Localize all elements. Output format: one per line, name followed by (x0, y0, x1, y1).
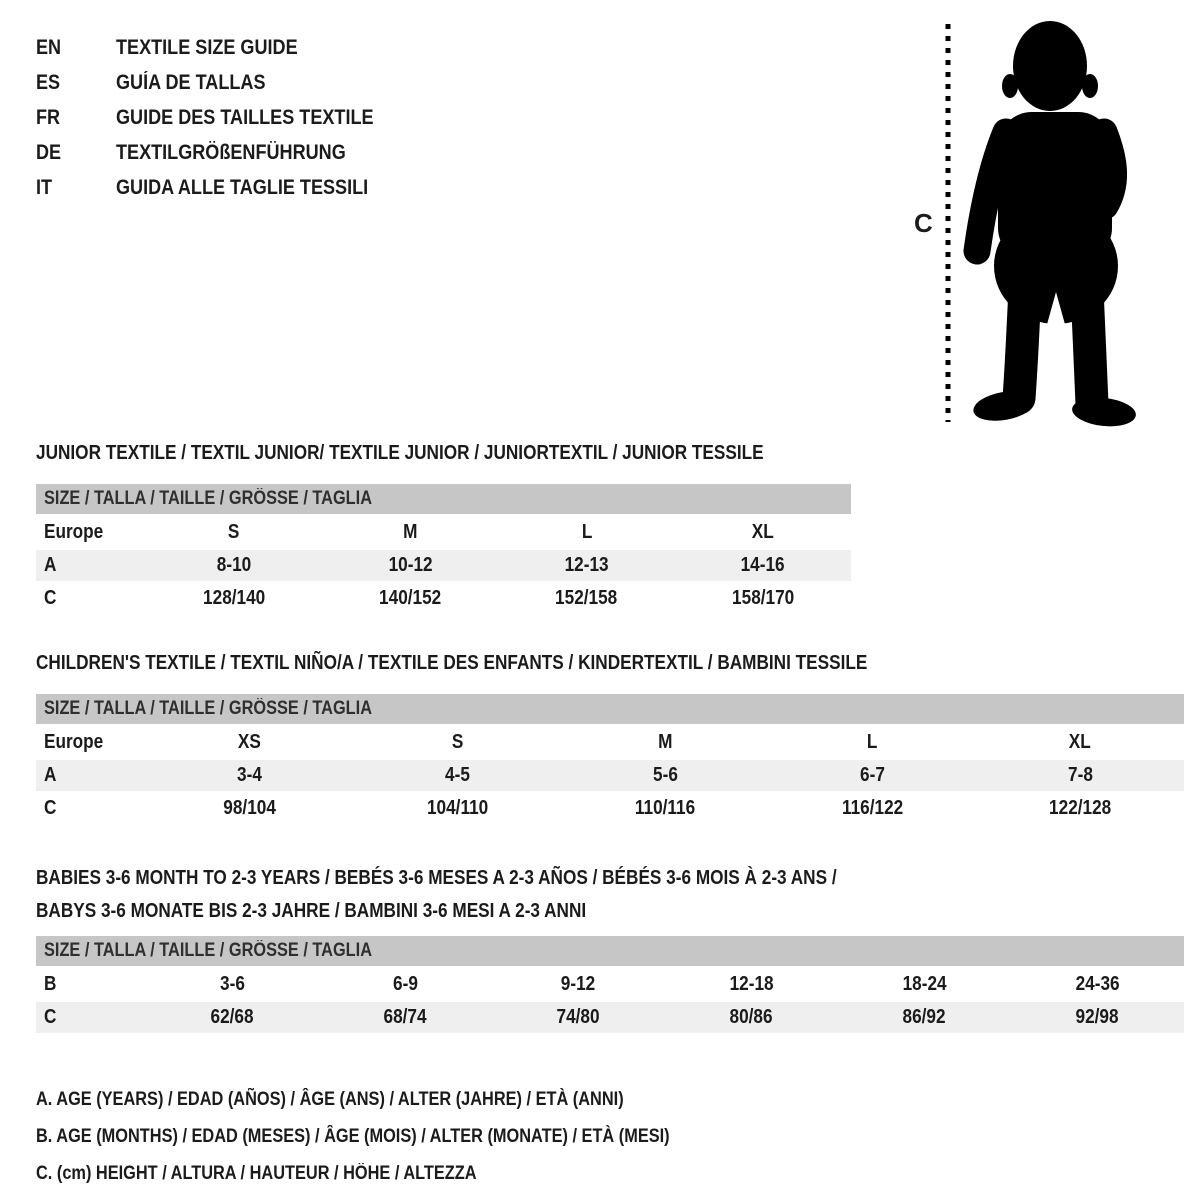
size-cell: 122/128 (1049, 797, 1112, 819)
children-size-table (36, 727, 1184, 824)
section-title-block (36, 862, 1184, 928)
size-header-bar (36, 694, 1184, 724)
babies-size-table (36, 969, 1184, 1035)
language-row-it (36, 170, 596, 205)
toddler-silhouette-icon (898, 8, 1160, 428)
size-cell: 8-10 (146, 549, 322, 582)
size-cell: 3-4 (146, 759, 354, 792)
size-cell: 62/68 (146, 1001, 319, 1034)
language-row-en (36, 30, 596, 65)
row-label: C (44, 587, 57, 609)
size-cell: 152/158 (555, 587, 618, 609)
size-cell: 80/86 (665, 1001, 838, 1034)
size-cell: S (228, 521, 240, 543)
size-cell: 10-12 (322, 549, 498, 582)
section-title (36, 439, 1184, 467)
legend (36, 1081, 1200, 1192)
size-header-text: SIZE / TALLA / TAILLE / GRÖSSE / TAGLIA (44, 940, 373, 961)
row-label: B (44, 973, 57, 995)
size-cell: L (867, 731, 878, 753)
size-cell: 6-7 (769, 759, 977, 792)
legend-line-b: B. AGE (MONTHS) / EDAD (MESES) / ÂGE (MOIS) / ALTER (MONATE) / ETÀ (MESI) (36, 1126, 670, 1147)
legend-line-a: A. AGE (YEARS) / EDAD (AÑOS) / ÂGE (ANS) / ALTER (JAHRE) / ETÀ (ANNI) (36, 1089, 624, 1110)
language-code: IT (36, 175, 53, 199)
size-cell: 92/98 (1011, 1001, 1184, 1034)
size-cell: M (403, 521, 418, 543)
size-cell: 18-24 (902, 973, 947, 995)
language-code: EN (36, 35, 62, 59)
size-cell: 116/122 (841, 797, 904, 819)
junior-size-table (36, 517, 851, 614)
guide-title: GUIDE DES TAILLES TEXTILE (116, 105, 374, 129)
guide-title: GUÍA DE TALLAS (116, 70, 266, 94)
language-row-de (36, 135, 596, 170)
table-row (36, 549, 851, 582)
size-cell: 6-9 (393, 973, 418, 995)
table-row (36, 727, 1184, 759)
table-row (36, 792, 1184, 824)
size-cell: S (451, 731, 464, 753)
size-header-text: SIZE / TALLA / TAILLE / GRÖSSE / TAGLIA (44, 488, 373, 509)
language-code: FR (36, 105, 61, 129)
section-title (36, 862, 1184, 895)
size-cell: 12-13 (499, 549, 675, 582)
toddler-figure (898, 8, 1160, 428)
language-title-list (36, 30, 596, 205)
legend-line-c: C. (cm) HEIGHT / ALTURA / HAUTEUR / HÖHE / ALTEZZA (36, 1163, 477, 1184)
row-label: Europe (44, 731, 104, 753)
section-title-block (36, 439, 1184, 467)
babies-textile-section (36, 862, 1184, 1035)
height-measure-label: C (914, 208, 933, 238)
size-cell: 24-36 (1075, 973, 1120, 995)
language-row-es (36, 65, 596, 100)
junior-textile-section (36, 439, 1184, 614)
size-cell: 68/74 (319, 1001, 492, 1034)
row-label: C (44, 797, 57, 819)
row-label: A (36, 759, 146, 792)
size-cell: 12-18 (729, 973, 774, 995)
size-cell: 86/92 (838, 1001, 1011, 1034)
size-cell: 158/170 (731, 587, 794, 609)
size-cell: 7-8 (976, 759, 1184, 792)
section-title (36, 649, 1184, 677)
table-row (36, 969, 1184, 1001)
guide-title: TEXTILE SIZE GUIDE (116, 35, 298, 59)
table-row (36, 1001, 1184, 1034)
table-row (36, 582, 851, 614)
row-label: C (36, 1001, 146, 1034)
section-title (36, 895, 1184, 928)
size-cell: 128/140 (203, 587, 266, 609)
size-cell: M (657, 731, 673, 753)
table-row (36, 517, 851, 549)
section-title-text: BABYS 3-6 MONATE BIS 2-3 JAHRE / BAMBINI 3-6 MESI A 2-3 ANNI (36, 900, 587, 922)
size-cell: XL (1069, 731, 1092, 753)
guide-title: GUIDA ALLE TAGLIE TESSILI (116, 175, 369, 199)
size-cell: 5-6 (561, 759, 769, 792)
size-cell: 140/152 (379, 587, 442, 609)
size-cell: 3-6 (220, 973, 245, 995)
children-textile-section (36, 649, 1184, 824)
size-header-bar (36, 484, 851, 514)
language-code: DE (36, 140, 62, 164)
row-label: A (36, 549, 146, 582)
size-cell: 98/104 (223, 797, 277, 819)
row-label: Europe (44, 521, 104, 543)
size-cell: 9-12 (561, 973, 596, 995)
size-cell: 110/116 (634, 797, 696, 819)
section-title-text: JUNIOR TEXTILE / TEXTIL JUNIOR/ TEXTILE JUNIOR / JUNIORTEXTIL / JUNIOR TESSILE (36, 442, 764, 464)
size-cell: 14-16 (675, 549, 851, 582)
size-cell: L (581, 521, 592, 543)
size-cell: 104/110 (426, 797, 489, 819)
size-header-bar (36, 936, 1184, 966)
section-title-text: CHILDREN'S TEXTILE / TEXTIL NIÑO/A / TEXTILE DES ENFANTS / KINDERTEXTIL / BAMBINI TESSILE (36, 652, 868, 674)
size-cell: XS (238, 731, 262, 753)
language-row-fr (36, 100, 596, 135)
size-cell: 4-5 (354, 759, 562, 792)
guide-title: TEXTILGRÖßENFÜHRUNG (116, 140, 346, 164)
table-row (36, 759, 1184, 792)
size-header-text: SIZE / TALLA / TAILLE / GRÖSSE / TAGLIA (44, 698, 373, 719)
size-cell: XL (751, 521, 774, 543)
size-cell: 74/80 (492, 1001, 665, 1034)
section-title-text: BABIES 3-6 MONTH TO 2-3 YEARS / BEBÉS 3-6 MESES A 2-3 AÑOS / BÉBÉS 3-6 MOIS À 2-3 ANS / (36, 867, 837, 889)
section-title-block (36, 649, 1184, 677)
language-code: ES (36, 70, 61, 94)
